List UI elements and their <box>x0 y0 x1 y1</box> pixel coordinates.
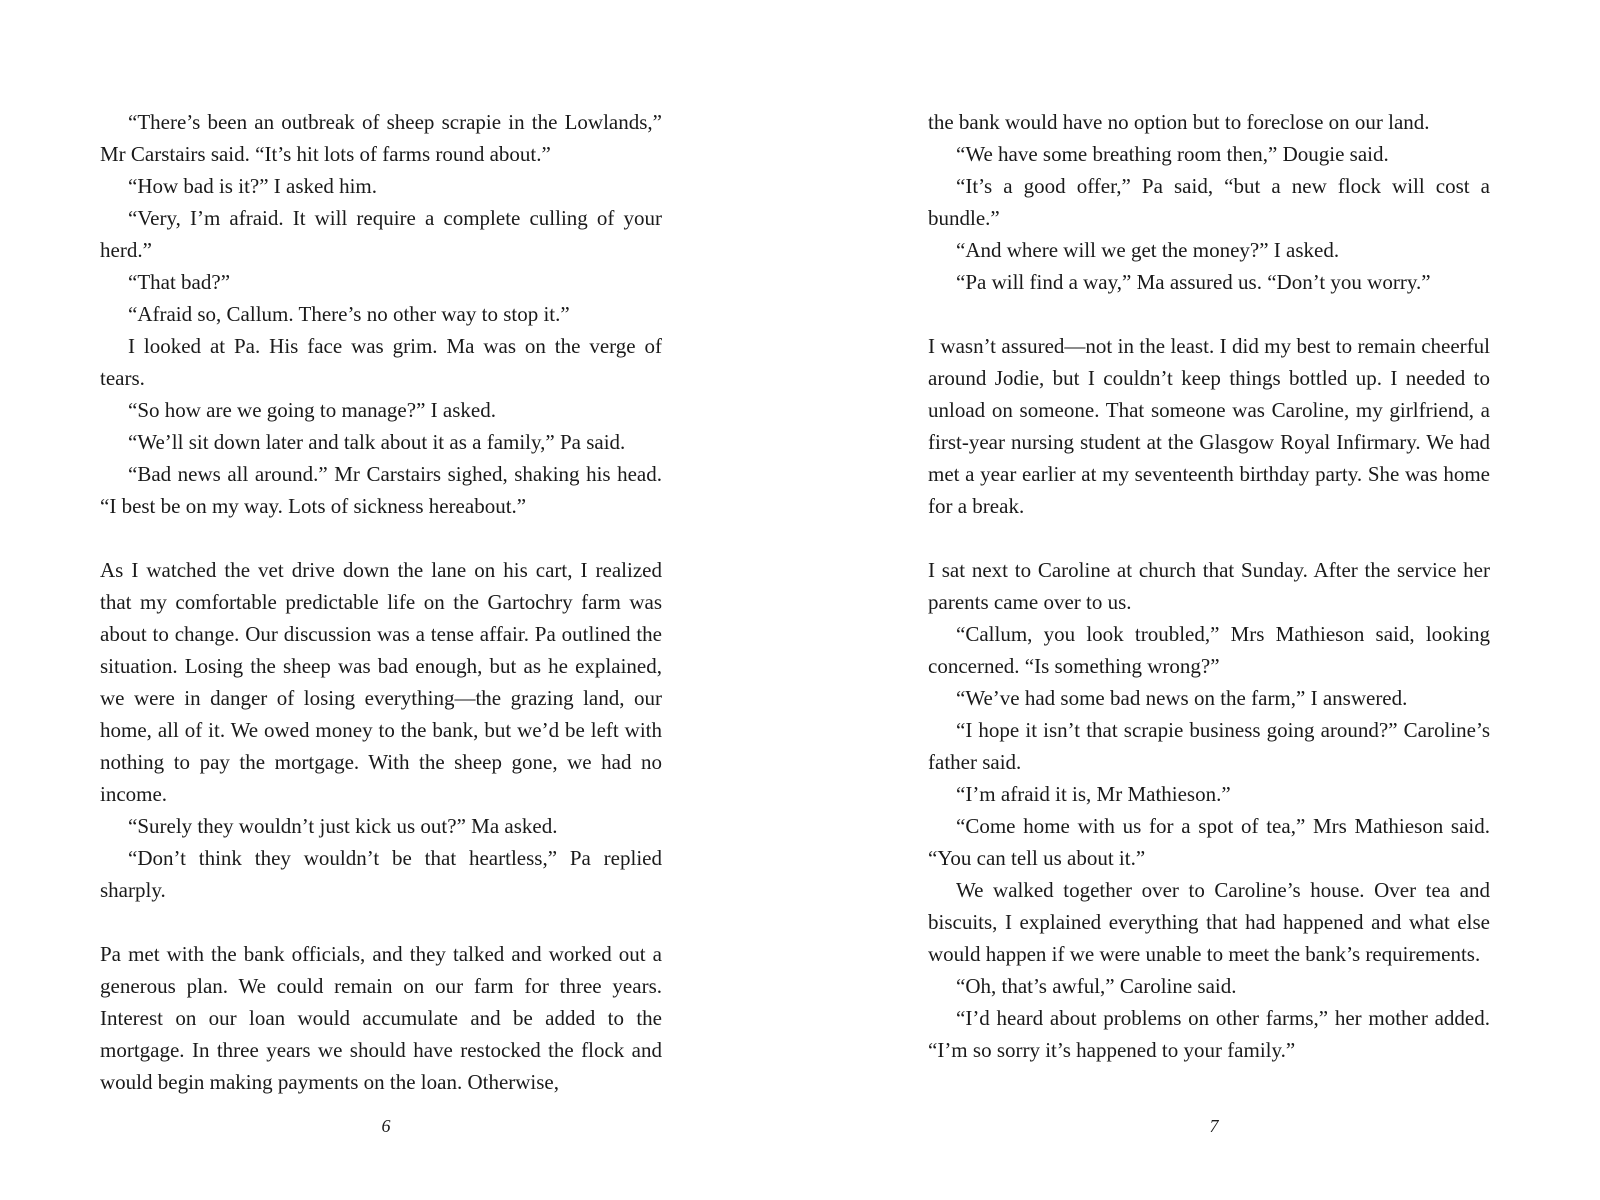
page-number-right: 7 <box>1209 1116 1219 1136</box>
paragraph: I sat next to Caroline at church that Sunday. After the service her parents came over to us. <box>928 558 1490 614</box>
paragraph: “Afraid so, Callum. There’s no other way to stop it.” <box>128 302 570 326</box>
paragraph: Pa met with the bank officials, and they talked and worked out a generous plan. We could remain on our farm for three years. Interest on our loan would accumulate and be added to the mortgage. In three years we should have restocked the flock and would begin making payments on the loan. Otherwise, <box>100 942 662 1094</box>
paragraph: “Come home with us for a spot of tea,” Mrs Mathieson said. “You can tell us about it.” <box>928 814 1490 870</box>
paragraph: “How bad is it?” I asked him. <box>128 174 378 198</box>
page-number-left: 6 <box>381 1116 391 1136</box>
paragraph: “Callum, you look troubled,” Mrs Mathieson said, looking concerned. “Is something wrong?” <box>928 622 1490 678</box>
paragraph: “Don’t think they wouldn’t be that heartless,” Pa replied sharply. <box>100 846 662 902</box>
paragraph: “We have some breathing room then,” Dougie said. <box>956 142 1389 166</box>
right-page-text <box>928 106 1490 1066</box>
paragraph: “We’ll sit down later and talk about it as a family,” Pa said. <box>128 430 626 454</box>
paragraph: the bank would have no option but to foreclose on our land. <box>928 110 1430 134</box>
paragraph: “I’m afraid it is, Mr Mathieson.” <box>956 782 1231 806</box>
paragraph: We walked together over to Caroline’s house. Over tea and biscuits, I explained everything that had happened and what else would happen if we were unable to meet the bank’s requirements. <box>928 878 1490 966</box>
paragraph: I looked at Pa. His face was grim. Ma was on the verge of tears. <box>100 334 662 390</box>
paragraph: “So how are we going to manage?” I asked. <box>128 398 496 422</box>
paragraph: “Surely they wouldn’t just kick us out?” Ma asked. <box>128 814 558 838</box>
paragraph: “Bad news all around.” Mr Carstairs sighed, shaking his head. “I best be on my way. Lots of sickness hereabout.” <box>100 462 662 518</box>
paragraph: “I hope it isn’t that scrapie business going around?” Caroline’s father said. <box>928 718 1490 774</box>
paragraph: “That bad?” <box>128 270 231 294</box>
left-page-text <box>100 106 662 1098</box>
paragraph: “I’d heard about problems on other farms,” her mother added. “I’m so sorry it’s happened to your family.” <box>928 1006 1490 1062</box>
paragraph: “Pa will find a way,” Ma assured us. “Don’t you worry.” <box>956 270 1431 294</box>
paragraph: “It’s a good offer,” Pa said, “but a new flock will cost a bundle.” <box>928 174 1490 230</box>
paragraph: As I watched the vet drive down the lane on his cart, I realized that my comfortable predictable life on the Gartochry farm was about to change. Our discussion was a tense affair. Pa outlined the situation. Losing the sheep was bad enough, but as he explained, we were in danger of losing everything—the grazing land, our home, all of it. We owed money to the bank, but we’d be left with nothing to pay the mortgage. With the sheep gone, we had no income. <box>100 558 662 806</box>
paragraph: “And where will we get the money?” I asked. <box>956 238 1340 262</box>
paragraph: “There’s been an outbreak of sheep scrapie in the Lowlands,” Mr Carstairs said. “It’s hit lots of farms round about.” <box>100 110 662 166</box>
paragraph: “Very, I’m afraid. It will require a complete culling of your herd.” <box>100 206 662 262</box>
paragraph: “We’ve had some bad news on the farm,” I answered. <box>956 686 1408 710</box>
paragraph: “Oh, that’s awful,” Caroline said. <box>956 974 1237 998</box>
paragraph: I wasn’t assured—not in the least. I did my best to remain cheerful around Jodie, but I couldn’t keep things bottled up. I needed to unload on someone. That someone was Caroline, my girlfriend, a first-year nursing student at the Glasgow Royal Infirmary. We had met a year earlier at my seventeenth birthday party. She was home for a break. <box>928 334 1490 518</box>
right-page <box>800 0 1600 1200</box>
